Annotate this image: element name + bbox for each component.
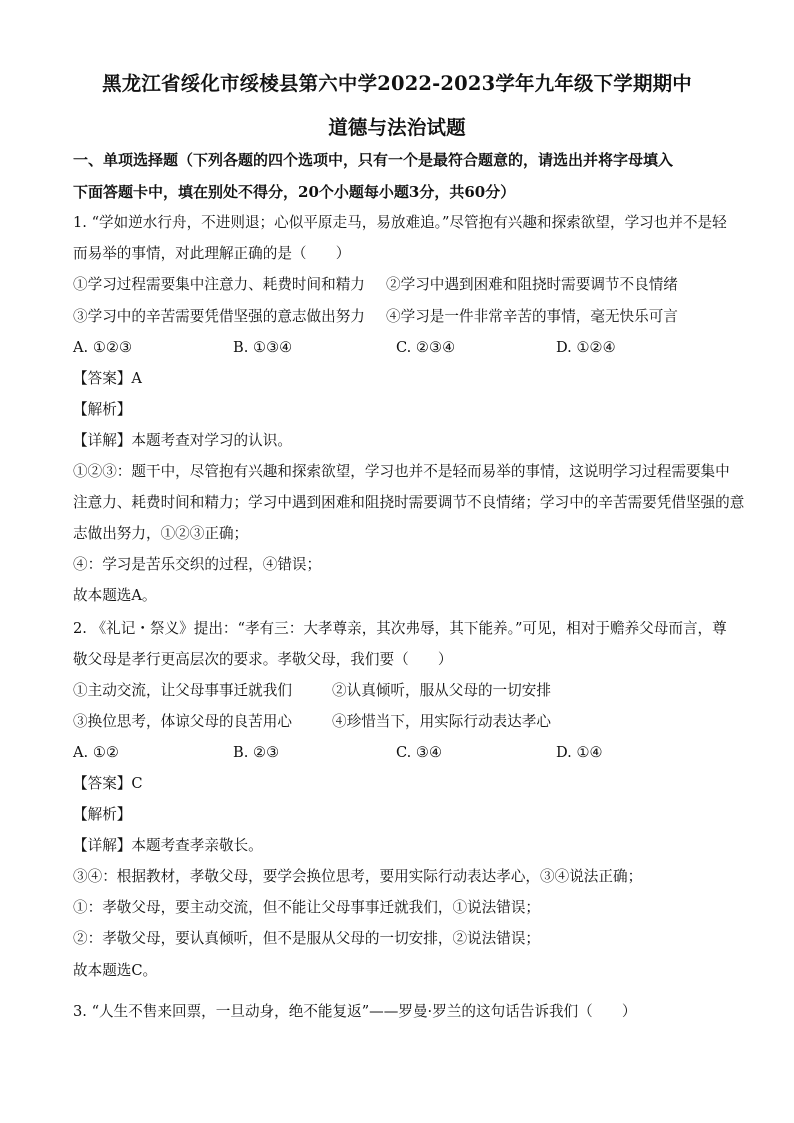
q2-statement-2: ②认真倾听，服从父母的一切安排: [332, 682, 551, 699]
q2-option-b: B. ②③: [233, 744, 280, 761]
q1-option-d: D. ①②④: [556, 339, 616, 356]
q1-explanation-4: ④：学习是苦乐交织的过程，④错误；: [73, 556, 322, 573]
q2-explanation-1: ③④：根据教材，孝敬父母，要学会换位思考，要用实际行动表达孝心，③④说法正确；: [73, 868, 643, 885]
q2-conclusion: 故本题选C。: [73, 962, 158, 979]
q2-option-c: C. ③④: [396, 744, 443, 761]
q2-explanation-2: ①：孝敬父母，要主动交流，但不能让父母事事迁就我们，①说法错误；: [73, 899, 541, 916]
q1-detail: 【详解】本题考查对学习的认识。: [73, 432, 292, 449]
q1-explanation-2: 注意力、耗费时间和精力；学习中遇到困难和阻挠时需要调节不良情绪；学习中的辛苦需要凭借坚强的意: [73, 494, 745, 511]
q2-statement-3: ③换位思考，体谅父母的良苦用心: [73, 713, 292, 730]
q1-statement-2: ②学习中遇到困难和阻挠时需要调节不良情绪: [386, 276, 678, 293]
q2-stem-cont: 敬父母是孝行更高层次的要求。孝敬父母，我们要（ ）: [73, 651, 453, 668]
q2-detail: 【详解】本题考查孝亲敬长。: [73, 837, 263, 854]
q1-conclusion: 故本题选A。: [73, 587, 157, 604]
q1-statement-1: ①学习过程需要集中注意力、耗费时间和精力: [73, 276, 365, 293]
q1-option-c: C. ②③④: [396, 339, 456, 356]
q1-stem: 1. “学如逆水行舟，不进则退；心似平原走马，易放难追。”尽管抱有兴趣和探索欲望，学习也并不是轻: [73, 214, 727, 231]
q2-analysis-label: 【解析】: [73, 806, 132, 823]
q2-option-a: A. ①②: [73, 744, 119, 761]
section-heading-cont: 下面答题卡中，填在别处不得分，20个小题每小题3分，共60分）: [73, 183, 516, 201]
q1-explanation-3: 志做出努力，①②③正确；: [73, 525, 249, 542]
q1-option-b: B. ①③④: [233, 339, 293, 356]
q1-stem-cont: 而易举的事情，对此理解正确的是（ ）: [73, 245, 351, 262]
section-heading: 一、单项选择题（下列各题的四个选项中，只有一个是最符合题意的，请选出并将字母填入: [73, 151, 674, 169]
q2-answer: 【答案】C: [73, 775, 143, 792]
q2-option-d: D. ①④: [556, 744, 603, 761]
q2-statement-1: ①主动交流，让父母事事迁就我们: [73, 682, 292, 699]
doc-subtitle: 道德与法治试题: [328, 116, 466, 139]
q3-stem: 3. “人生不售来回票，一旦动身，绝不能复返”——罗曼·罗兰的这句话告诉我们（ ）: [73, 1003, 637, 1020]
q1-option-a: A. ①②③: [73, 339, 133, 356]
doc-title: 黑龙江省绥化市绥棱县第六中学2022-2023学年九年级下学期期中: [102, 72, 692, 95]
q2-statement-4: ④珍惜当下，用实际行动表达孝心: [332, 713, 551, 730]
q2-stem: 2. 《礼记・祭义》提出：“孝有三：大孝尊亲，其次弗辱，其下能养。”可见，相对于赡养父母而言，尊: [73, 620, 727, 637]
q2-explanation-3: ②：孝敬父母，要认真倾听，但不是服从父母的一切安排，②说法错误；: [73, 930, 541, 947]
q1-analysis-label: 【解析】: [73, 401, 132, 418]
q1-explanation-1: ①②③：题干中，尽管抱有兴趣和探索欲望，学习也并不是轻而易举的事情，这说明学习过程需要集中: [73, 463, 730, 480]
q1-answer: 【答案】A: [73, 370, 142, 387]
q1-statement-3: ③学习中的辛苦需要凭借坚强的意志做出努力: [73, 308, 365, 325]
q1-statement-4: ④学习是一件非常辛苦的事情，毫无快乐可言: [386, 308, 678, 325]
